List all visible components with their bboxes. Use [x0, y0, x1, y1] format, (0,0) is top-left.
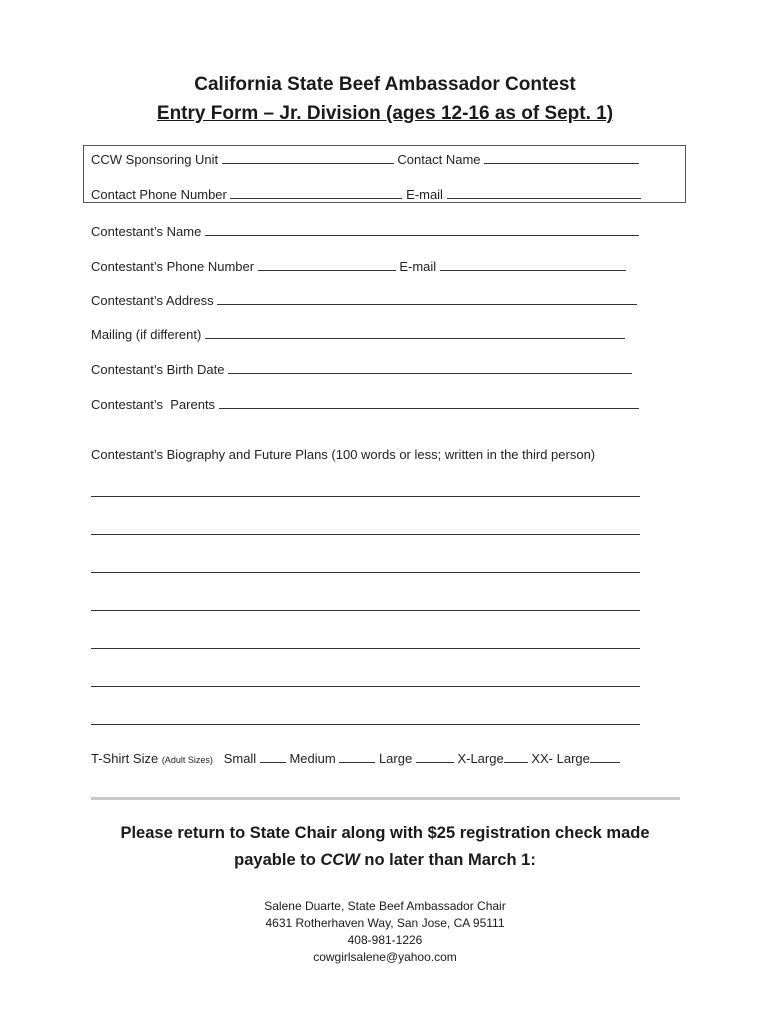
birth-date-label: Contestant’s Birth Date — [91, 362, 225, 377]
size-xlarge-blank[interactable] — [504, 748, 528, 763]
size-xxlarge-label: XX- Large — [531, 751, 590, 766]
address-phone: 408-981-1226 — [347, 933, 423, 947]
mailing-address — [0, 898, 770, 966]
size-small-blank[interactable] — [260, 748, 286, 763]
tshirt-note: (Adult Sizes) — [161, 755, 213, 765]
sponsoring-unit-blank[interactable] — [222, 149, 394, 164]
contestant-phone-blank[interactable] — [258, 256, 396, 271]
biography-line[interactable] — [91, 724, 640, 725]
section-divider — [91, 797, 680, 800]
contestant-name-label: Contestant’s Name — [91, 224, 202, 239]
parents-label: Contestant’s Parents — [91, 397, 216, 412]
size-large-label: Large — [378, 751, 413, 766]
contestant-email-blank[interactable] — [440, 256, 626, 271]
biography-line[interactable] — [91, 496, 640, 497]
contact-phone-blank[interactable] — [230, 184, 402, 199]
biography-line[interactable] — [91, 648, 640, 649]
size-medium-blank[interactable] — [339, 748, 375, 763]
biography-line[interactable] — [91, 534, 640, 535]
return-notice-line2 — [0, 851, 770, 870]
tshirt-label: T-Shirt Size — [91, 751, 159, 766]
contact-email-blank[interactable] — [447, 184, 641, 199]
contestant-phone-label: Contestant’s Phone Number — [91, 259, 255, 274]
address-name: Salene Duarte, State Beef Ambassador Chair — [264, 899, 506, 913]
contestant-phone-row — [91, 256, 626, 274]
address-email[interactable]: cowgirlsalene@yahoo.com — [313, 950, 457, 964]
mailing-row — [91, 324, 625, 342]
contact-name-blank[interactable] — [484, 149, 639, 164]
size-large-blank[interactable] — [416, 748, 454, 763]
contestant-address-blank[interactable] — [217, 290, 637, 305]
size-small-label: Small — [223, 751, 257, 766]
biography-line[interactable] — [91, 610, 640, 611]
contact-phone-label: Contact Phone Number — [91, 187, 227, 202]
form-title: California State Beef Ambassador Contest — [194, 74, 576, 95]
return-notice-prefix: payable to — [234, 851, 321, 869]
contestant-address-label: Contestant’s Address — [91, 293, 214, 308]
birth-date-row — [91, 359, 632, 377]
contestant-name-row — [91, 221, 639, 239]
contestant-name-blank[interactable] — [205, 221, 639, 236]
return-notice-line1: Please return to State Chair along with $25 registration check made — [120, 824, 650, 842]
size-xlarge-label: X-Large — [457, 751, 504, 766]
biography-label: Contestant’s Biography and Future Plans (100 words or less; written in the third person) — [91, 447, 596, 462]
contact-email-label: E-mail — [406, 187, 443, 202]
contestant-address-row — [91, 290, 637, 308]
size-xxlarge-blank[interactable] — [590, 748, 620, 763]
mailing-blank[interactable] — [205, 324, 625, 339]
parents-row — [91, 394, 639, 412]
return-notice-suffix: no later than March 1: — [359, 851, 536, 869]
mailing-label: Mailing (if different) — [91, 327, 202, 342]
contact-phone-row — [91, 184, 641, 202]
contact-name-label: Contact Name — [397, 152, 481, 167]
parents-blank[interactable] — [219, 394, 639, 409]
form-subtitle: Entry Form – Jr. Division (ages 12-16 as of Sept. 1) — [156, 103, 614, 124]
return-notice-ccw: CCW — [320, 851, 360, 869]
address-street: 4631 Rotherhaven Way, San Jose, CA 95111 — [265, 916, 505, 930]
biography-line[interactable] — [91, 572, 640, 573]
size-medium-label: Medium — [289, 751, 336, 766]
sponsoring-unit-row — [91, 149, 639, 167]
birth-date-blank[interactable] — [228, 359, 632, 374]
sponsoring-unit-label: CCW Sponsoring Unit — [91, 152, 219, 167]
biography-line[interactable] — [91, 686, 640, 687]
contestant-email-label: E-mail — [399, 259, 437, 274]
tshirt-row — [91, 748, 620, 766]
